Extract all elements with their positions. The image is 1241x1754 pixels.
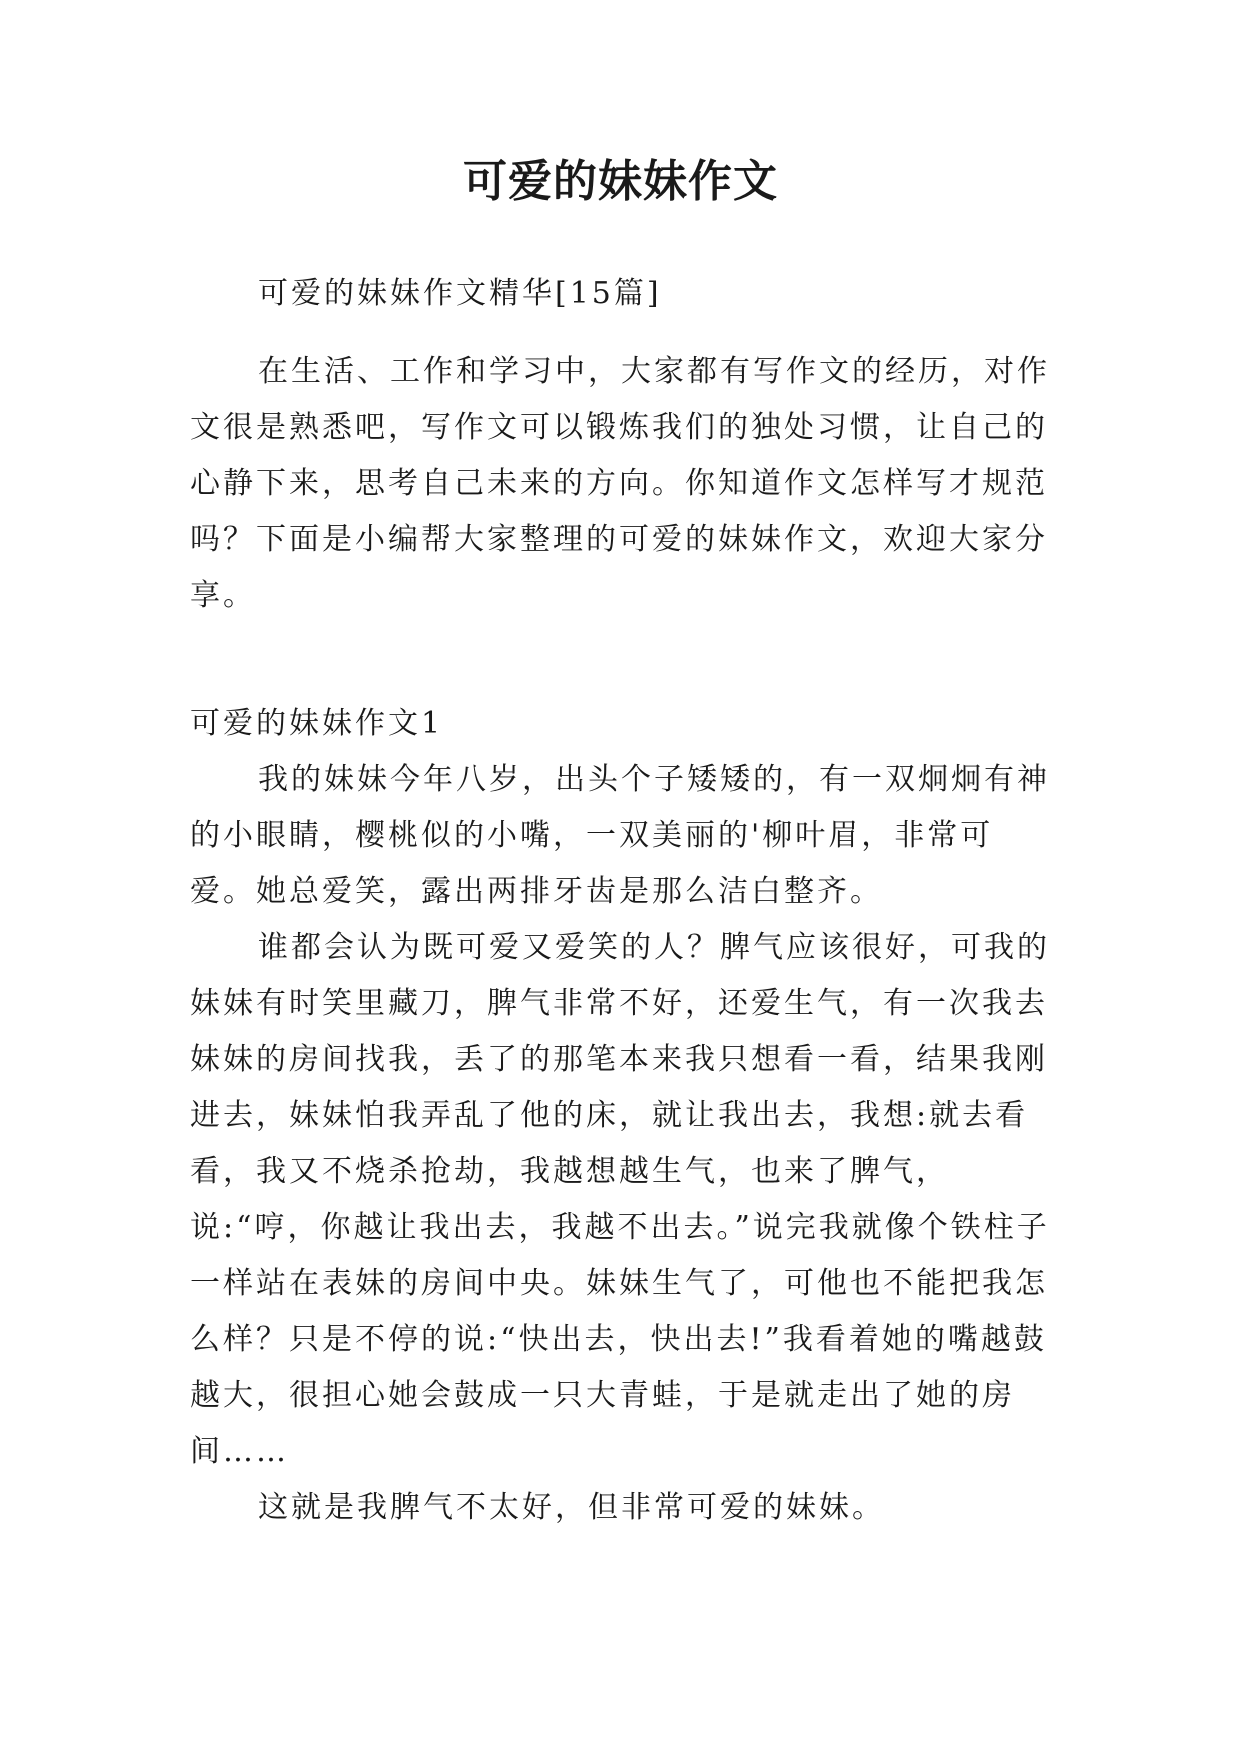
document-subtitle: 可爱的妹妹作文精华[15篇] <box>258 276 662 311</box>
body-paragraph-2: 谁都会认为既可爱又爱笑的人？脾气应该很好，可我的妹妹有时笑里藏刀，脾气非常不好，还爱生气，有一次我去妹妹的房间找我，丢了的那笔本来我只想看一看，结果我刚进去，妹妹怕我弄乱了他的床，就让我出去，我想:就去看看，我又不烧杀抢劫，我越想越生气，也来了脾气，说:“哼，你越让我出去，我越不出去。”说完我就像个铁柱子一样站在表妹的房间中央。妹妹生气了，可他也不能把我怎么样？只是不停的说:“快出去，快出去!”我看着她的嘴越鼓越大，很担心她会鼓成一只大青蛙，于是就走出了她的房间…… <box>190 930 1050 1469</box>
section-heading: 可爱的妹妹作文1 <box>190 706 444 741</box>
body-paragraph-3: 这就是我脾气不太好，但非常可爱的妹妹。 <box>258 1490 885 1525</box>
document-title: 可爱的妹妹作文 <box>463 156 778 207</box>
body-paragraph-1: 我的妹妹今年八岁，出头个子矮矮的，有一双炯炯有神的小眼睛，樱桃似的小嘴，一双美丽的'柳叶眉，非常可爱。她总爱笑，露出两排牙齿是那么洁白整齐。 <box>190 762 1050 909</box>
intro-paragraph: 在生活、工作和学习中，大家都有写作文的经历，对作文很是熟悉吧，写作文可以锻炼我们的独处习惯，让自己的心静下来，思考自己未来的方向。你知道作文怎样写才规范吗？下面是小编帮大家整理的可爱的妹妹作文，欢迎大家分享。 <box>190 354 1050 613</box>
